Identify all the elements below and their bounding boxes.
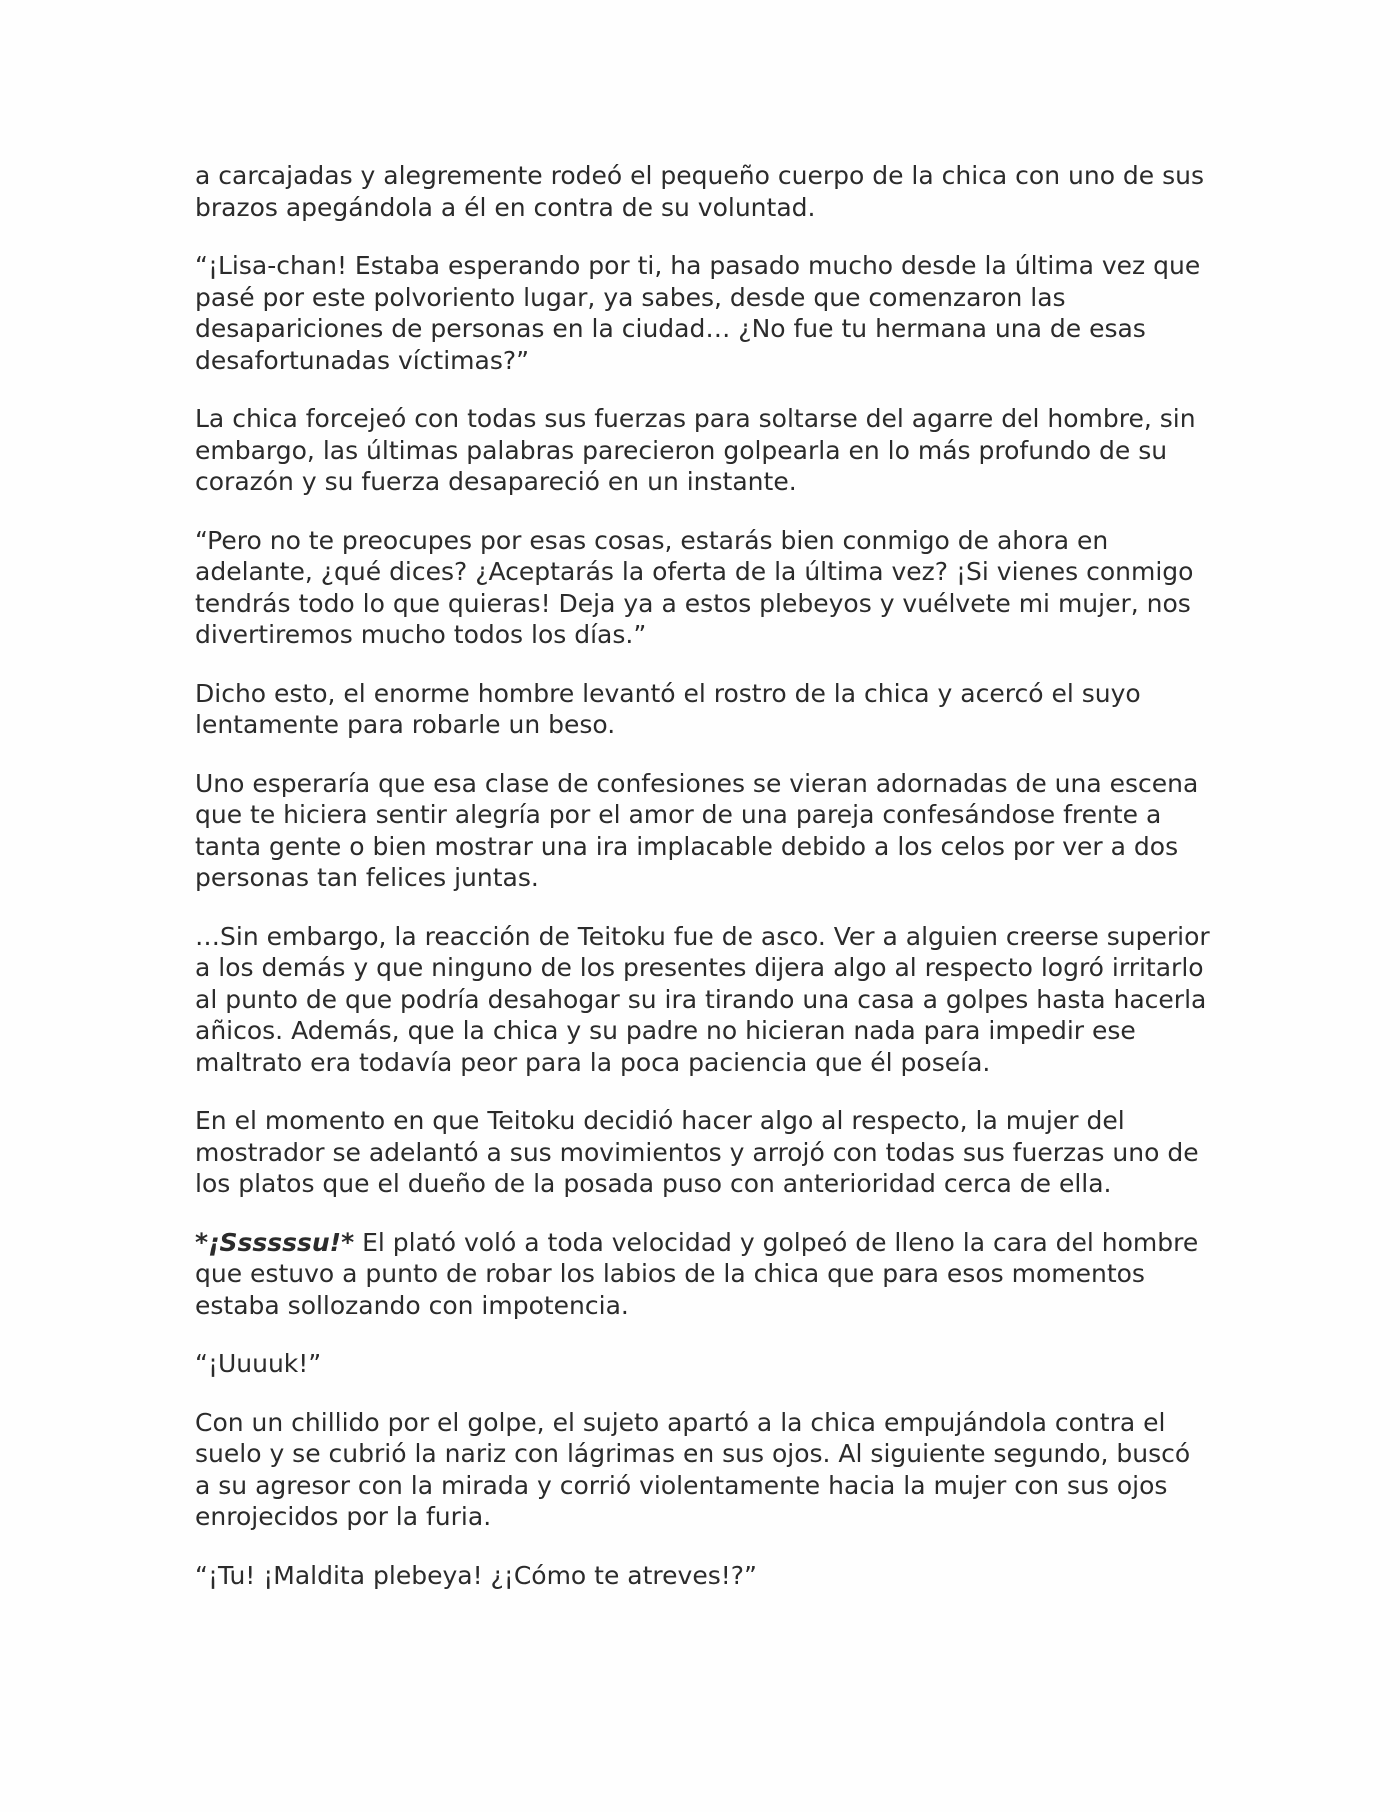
sfx-paragraph: [195, 1227, 1210, 1322]
sfx-paragraph-text: El plató voló a toda velocidad y golpeó de lleno la cara del hombre que estuvo a punto de robar los labios de la chica que para esos momentos estaba sollozando con impotencia.: [195, 1227, 1199, 1320]
paragraph: Con un chillido por el golpe, el sujeto apartó a la chica empujándola contra el suelo y se cubrió la nariz con lágrimas en sus ojos. Al siguiente segundo, buscó a su agresor con la mirada y corrió violentamente hacia la mujer con sus ojos enrojecidos por la furia.: [195, 1407, 1191, 1531]
paragraph: La chica forcejeó con todas sus fuerzas para soltarse del agarre del hombre, sin embargo, las últimas palabras parecieron golpearla en lo más profundo de su corazón y su fuerza desapareció en un instante.: [195, 404, 1196, 496]
paragraph: Dicho esto, el enorme hombre levantó el rostro de la chica y acercó el suyo lentamente para robarle un beso.: [195, 678, 1141, 739]
paragraph: “¡Uuuuk!”: [195, 1349, 322, 1378]
paragraph: “¡Lisa-chan! Estaba esperando por ti, ha pasado mucho desde la última vez que pasé por este polvoriento lugar, ya sabes, desde que comenzaron las desapariciones de personas en la ciudad… ¿No fue tu hermana una de esas desafortunadas víctimas?”: [195, 251, 1201, 375]
paragraph: “¡Tu! ¡Maldita plebeya! ¿¡Cómo te atreves!?”: [195, 1560, 757, 1590]
paragraph: …Sin embargo, la reacción de Teitoku fue de asco. Ver a alguien creerse superior a los demás y que ninguno de los presentes dijera algo al respecto logró irritarlo al punto de que podría desahogar su ira tirando una casa a golpes hasta hacerla añicos. Además, que la chica y su padre no hicieran nada para impedir ese maltrato era todavía peor para la poca paciencia que él poseía.: [195, 921, 1210, 1077]
paragraph: Uno esperaría que esa clase de confesiones se vieran adornadas de una escena que te hiciera sentir alegría por el amor de una pareja confesándose frente a tanta gente o bien mostrar una ira implacable debido a los celos por ver a dos personas tan felices juntas.: [195, 768, 1199, 892]
paragraph: “Pero no te preocupes por esas cosas, estarás bien conmigo de ahora en adelante, ¿qué dices? ¿Aceptarás la oferta de la última vez? ¡Si vienes conmigo tendrás todo lo que quieras! Deja ya a estos plebeyos y vuélvete mi mujer, nos divertiremos mucho todos los días.”: [195, 525, 1194, 649]
paragraph: a carcajadas y alegremente rodeó el pequeño cuerpo de la chica con uno de sus brazos apegándola a él en contra de su voluntad.: [195, 161, 1205, 222]
document-body: [195, 160, 1210, 1618]
paragraph: En el momento en que Teitoku decidió hacer algo al respecto, la mujer del mostrador se adelantó a sus movimientos y arrojó con todas sus fuerzas uno de los platos que el dueño de la posada puso con anterioridad cerca de ella.: [195, 1106, 1199, 1198]
sound-effect: *¡Ssssssu!*: [195, 1227, 355, 1257]
